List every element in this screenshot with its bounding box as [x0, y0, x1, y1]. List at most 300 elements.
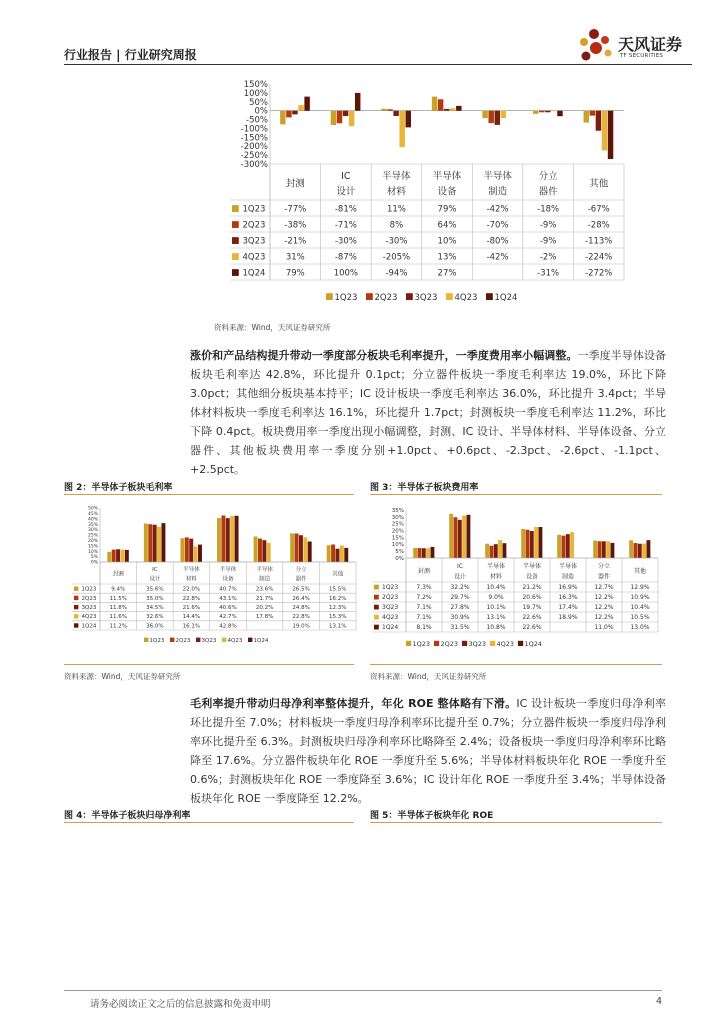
data-label: 21.7% [255, 595, 274, 602]
data-label: 12.3% [328, 605, 347, 612]
data-label: -31% [537, 268, 560, 279]
data-label: -18% [537, 204, 560, 215]
bar [286, 111, 291, 118]
bar [161, 523, 165, 562]
bar [262, 540, 266, 562]
category-label: 设计 [336, 186, 356, 198]
data-label: 10.4% [630, 604, 650, 612]
data-label: 11% [386, 204, 406, 215]
data-label: 20.2% [255, 605, 274, 612]
legend-key [248, 638, 252, 642]
category-label: 半导体 [432, 171, 462, 183]
doc-type-label: 行业报告 | 行业研究周报 [64, 48, 197, 62]
category-label: 器件 [295, 576, 307, 583]
category-label: 封测 [417, 567, 431, 575]
data-label: 12.2% [594, 604, 614, 612]
y-tick-label: 50% [249, 97, 268, 108]
chart3-source: 资料来源：Wind，天风证券研究所 [370, 672, 487, 681]
data-label: -71% [334, 220, 357, 231]
bar [608, 111, 613, 159]
data-label: -30% [334, 236, 357, 247]
fig2-bottom-rule [64, 664, 354, 665]
data-label: -205% [382, 252, 411, 263]
legend-swatch [74, 596, 78, 600]
bar [530, 531, 534, 558]
category-label: IC [341, 171, 351, 183]
legend-swatch [232, 269, 239, 276]
data-label: 35.6% [146, 586, 164, 593]
y-tick-label: -300% [240, 159, 268, 170]
bar [521, 529, 525, 558]
bar [629, 540, 633, 558]
bar [566, 534, 570, 558]
bar [304, 97, 309, 111]
data-label: 31.5% [450, 624, 470, 632]
bar [490, 546, 494, 558]
bar [112, 550, 116, 562]
category-label: 其他 [589, 178, 609, 190]
category-label: 分立 [295, 567, 307, 574]
data-label: 30.9% [450, 614, 470, 622]
bar [430, 547, 434, 558]
data-label: 22.0% [182, 586, 201, 593]
bar [303, 537, 307, 562]
data-label: 29.7% [450, 594, 470, 602]
bar [120, 549, 124, 562]
bar [426, 548, 430, 558]
legend-swatch [74, 623, 78, 627]
data-label: 35.0% [146, 595, 164, 602]
fig2-rule [64, 494, 354, 495]
bar [501, 111, 506, 118]
data-label: 11.8% [109, 605, 128, 612]
y-tick-label: -50% [246, 115, 268, 126]
y-tick-label: 100% [243, 88, 268, 99]
bar [533, 111, 538, 114]
data-label: 42.7% [219, 614, 237, 621]
fig5-rule [370, 822, 662, 823]
data-label: -94% [385, 268, 408, 279]
bar [456, 106, 461, 111]
bar [381, 109, 386, 111]
y-tick-label: 30% [391, 514, 404, 521]
data-label: 14.4% [182, 614, 201, 621]
data-label: -113% [585, 236, 613, 247]
data-label: 13.0% [630, 624, 650, 632]
y-tick-label: 10% [87, 549, 98, 555]
data-label: 19.7% [522, 604, 542, 612]
bar [584, 111, 589, 123]
legend-swatch [374, 625, 379, 630]
legend-key [222, 638, 226, 642]
legend-swatch [374, 585, 379, 590]
bar [557, 111, 562, 117]
bar [180, 538, 184, 562]
data-label: 7.3% [416, 584, 432, 592]
data-label: 22.8% [182, 595, 201, 602]
bar [337, 111, 342, 124]
bar [185, 537, 189, 562]
bar [545, 111, 550, 113]
bar [494, 544, 498, 558]
bar [221, 515, 225, 562]
legend-label: 1Q24 [253, 638, 269, 644]
bar [393, 111, 398, 116]
data-label: 10.5% [630, 614, 650, 622]
bar [557, 535, 561, 558]
bar [292, 111, 297, 115]
data-label: 21.6% [182, 605, 201, 612]
bar [107, 552, 111, 562]
data-label: 19.0% [292, 623, 310, 630]
data-label: 13.1% [486, 614, 506, 622]
fig2-title: 图 2：半导体子板块毛利率 [64, 483, 173, 493]
bar [258, 539, 262, 562]
bar [606, 541, 610, 558]
data-label: -21% [284, 236, 307, 247]
bar [144, 524, 148, 562]
data-label: 79% [285, 268, 305, 279]
bar [280, 111, 285, 125]
data-label: 10.8% [486, 624, 506, 632]
category-label: 封测 [285, 178, 305, 190]
bar [349, 111, 354, 126]
data-label: 22.8% [292, 614, 310, 621]
series-name: 4Q23 [382, 614, 399, 622]
bar [336, 549, 340, 562]
data-label: -80% [486, 236, 509, 247]
category-label: 设备 [222, 576, 234, 583]
category-label: 其他 [633, 567, 647, 575]
bar [438, 99, 443, 110]
data-label: 40.7% [219, 586, 237, 593]
data-label: 10.1% [486, 604, 506, 612]
y-tick-label: 20% [87, 538, 98, 544]
legend-label: 4Q23 [227, 638, 243, 644]
bar [638, 544, 642, 558]
series-name: 1Q23 [382, 584, 399, 592]
y-tick-label: 40% [87, 517, 98, 523]
series-name: 1Q23 [242, 204, 266, 215]
bar [596, 111, 601, 131]
data-label: 100% [333, 268, 359, 279]
category-label: 分立 [597, 563, 611, 571]
bar [230, 516, 234, 562]
legend-key [170, 638, 174, 642]
paragraph-net-margin [190, 694, 666, 808]
category-label: 半导体 [483, 171, 512, 183]
y-tick-label: 10% [391, 542, 404, 549]
y-tick-label: 45% [87, 511, 98, 517]
series-name: 4Q23 [242, 252, 266, 263]
data-label: 16.1% [182, 623, 201, 630]
bar [462, 516, 466, 558]
y-tick-label: 20% [391, 528, 404, 535]
bar [551, 111, 556, 112]
bar [498, 540, 502, 558]
bar [406, 111, 411, 128]
paragraph-margin-body: 一季度半导体设备板块毛利率达 42.8%，环比提升 0.1pct；分立器件板块一季度毛利率达 19.0%，环比下降 3.0pct；其他细分板块基本持平；IC 设计板块一季度毛利率达 36.0%，环比提升 3.4pct；半导体材料板块一季度毛利率达 16.1%，环比提升 1.7pct；封测板块一季度毛利率达 11.2%，环比下降 0.4pct。板块费用率一季度出现小幅调整，封测、IC 设计、半导体材料、半导体设备、分立器件、其他板块费用率一季度分别+1.0pct、+0.6pct、-2.3pct、-2.6pct、-1.1pct、+2.5pct。 [190, 349, 666, 476]
y-tick-label: 25% [391, 521, 404, 528]
legend-swatch [232, 205, 239, 212]
data-label: -38% [284, 220, 307, 231]
bar [562, 536, 566, 558]
legend-label: 1Q23 [412, 640, 431, 648]
data-label: 10% [437, 236, 457, 247]
bar [299, 535, 303, 562]
data-label: -2% [539, 252, 557, 263]
data-label: 64% [437, 220, 457, 231]
y-tick-label: 35% [87, 522, 98, 528]
data-label: 11.0% [594, 624, 614, 632]
y-tick-label: 150% [243, 80, 268, 90]
bar [226, 518, 230, 562]
data-label: 40.6% [219, 605, 237, 612]
data-label: 11.5% [109, 595, 128, 602]
bar [495, 111, 500, 125]
legend-key [486, 293, 493, 300]
category-label: 设备 [437, 186, 457, 198]
data-label: -77% [284, 204, 307, 215]
bar [422, 548, 426, 558]
legend-swatch [232, 253, 239, 260]
category-label: 设计 [453, 573, 467, 581]
bar [418, 548, 422, 558]
bar [590, 111, 595, 116]
y-tick-label: -200% [240, 142, 268, 153]
legend-label: 1Q24 [494, 293, 518, 303]
legend-swatch [74, 586, 78, 590]
category-label: 半导体 [558, 563, 578, 571]
data-label: -9% [539, 220, 557, 231]
data-label: 23.6% [255, 586, 274, 593]
data-label: 8% [389, 220, 404, 231]
series-name: 3Q23 [81, 605, 97, 612]
bar [539, 111, 544, 113]
legend-swatch [74, 605, 78, 609]
data-label: 43.1% [219, 595, 237, 602]
bar [598, 541, 602, 558]
data-label: 26.5% [292, 586, 310, 593]
company-logo [574, 26, 694, 66]
bar [485, 544, 489, 558]
data-label: 8.1% [416, 624, 432, 632]
data-label: 32.6% [146, 614, 164, 621]
category-label: 其他 [332, 571, 344, 578]
data-label: 79% [437, 204, 457, 215]
fig3-bottom-rule [370, 664, 662, 665]
series-name: 1Q24 [242, 268, 266, 279]
bar [387, 109, 392, 110]
bar [534, 527, 538, 558]
legend-label: 1Q24 [524, 640, 543, 648]
data-label: 12.7% [594, 584, 614, 592]
bar [454, 517, 458, 558]
series-name: 3Q23 [382, 604, 399, 612]
legend-swatch [232, 221, 239, 228]
fig5-title: 图 5：半导体子板块年化 ROE [370, 811, 494, 821]
data-label: -81% [334, 204, 357, 215]
category-label: 设备 [525, 573, 539, 581]
bar [502, 543, 506, 558]
category-label: IC [457, 563, 463, 571]
net-profit-growth-chart [228, 80, 628, 305]
category-label: 器件 [597, 573, 611, 581]
fig4-rule [64, 822, 354, 823]
bar [298, 105, 303, 111]
legend-swatch [374, 595, 379, 600]
fig4-title: 图 4：半导体子板块归母净利率 [64, 811, 191, 821]
data-label: -9% [539, 236, 557, 247]
bar [295, 533, 299, 562]
data-label: 9.0% [488, 594, 504, 602]
bar [194, 546, 198, 562]
chart2-source: 资料来源：Wind，天风证券研究所 [64, 672, 181, 681]
legend-key [144, 638, 148, 642]
bar [290, 533, 294, 562]
bar [267, 543, 271, 562]
series-name: 1Q24 [81, 623, 97, 630]
bar [344, 548, 348, 562]
category-label: IC [152, 567, 158, 574]
bar [570, 532, 574, 558]
legend-key [406, 641, 411, 646]
data-label: 27.8% [450, 604, 470, 612]
y-tick-label: 0% [395, 555, 404, 562]
bar [340, 545, 344, 562]
legend-key [196, 638, 200, 642]
bar [602, 541, 606, 558]
y-tick-label: 5% [395, 549, 404, 556]
legend-label: 3Q23 [414, 293, 438, 303]
data-label: 42.8% [219, 623, 237, 630]
legend-label: 1Q23 [149, 638, 165, 644]
logo-text: 天风证券 [618, 35, 683, 54]
legend-key [366, 293, 373, 300]
bar [125, 550, 129, 562]
bar [646, 540, 650, 558]
fig3-rule [370, 494, 662, 495]
y-tick-label: 0% [254, 106, 268, 117]
data-label: -42% [486, 252, 509, 263]
gross-margin-chart [70, 500, 360, 660]
chart1-source: 资料来源：Wind，天风证券研究所 [214, 323, 331, 332]
legend-key [490, 641, 495, 646]
y-tick-label: 50% [87, 506, 98, 512]
y-tick-label: -250% [240, 151, 268, 162]
series-name: 3Q23 [242, 236, 266, 247]
data-label: 15.3% [328, 614, 347, 621]
legend-swatch [74, 614, 78, 618]
legend-key [326, 293, 333, 300]
bar [327, 545, 331, 562]
legend-label: 2Q23 [175, 638, 191, 644]
data-label: 20.6% [522, 594, 542, 602]
legend-label: 3Q23 [468, 640, 487, 648]
data-label: -70% [486, 220, 509, 231]
legend-key [462, 641, 467, 646]
legend-label: 3Q23 [201, 638, 217, 644]
data-label: 18.9% [558, 614, 578, 622]
category-label: 半导体 [256, 567, 273, 574]
y-tick-label: -150% [240, 133, 268, 144]
bar [634, 543, 638, 558]
data-label: 17.4% [558, 604, 578, 612]
page-number: 4 [655, 996, 662, 1007]
bar [602, 111, 607, 151]
bar [432, 97, 437, 111]
data-label: -28% [587, 220, 610, 231]
legend-label: 2Q23 [374, 293, 398, 303]
data-label: 12.9% [630, 584, 650, 592]
bar [458, 520, 462, 558]
paragraph-margin-heading: 涨价和产品结构提升带动一季度部分板块毛利率提升，一季度费用率小幅调整。 [190, 349, 578, 362]
paragraph-margin [190, 346, 666, 479]
data-label: 13% [437, 252, 457, 263]
data-label: 10.9% [630, 594, 650, 602]
legend-key [446, 293, 453, 300]
data-label: 21.2% [522, 584, 542, 592]
bar [217, 518, 221, 562]
data-label: 31% [285, 252, 305, 263]
y-tick-label: 15% [87, 544, 98, 550]
data-label: 16.9% [558, 584, 578, 592]
fig3-title: 图 3：半导体子板块费用率 [370, 483, 479, 493]
page-footer [64, 990, 662, 1010]
footer-disclaimer: 请务必阅读正文之后的信息披露和免责申明 [90, 999, 271, 1010]
bar [413, 548, 417, 558]
data-label: 12.2% [594, 594, 614, 602]
data-label: 16.3% [558, 594, 578, 602]
bar [116, 549, 120, 562]
data-label: 24.8% [292, 605, 310, 612]
data-label: 10.4% [486, 584, 506, 592]
bar [235, 516, 239, 562]
data-label: 22.6% [522, 614, 542, 622]
data-label: 16.2% [328, 595, 347, 602]
legend-key [406, 293, 413, 300]
data-label: 9.4% [111, 586, 126, 593]
data-label: -67% [587, 204, 610, 215]
data-label: 17.8% [255, 614, 274, 621]
bar [189, 539, 193, 562]
data-label: -42% [486, 204, 509, 215]
data-label: 32.2% [450, 584, 470, 592]
bar [526, 530, 530, 558]
series-name: 1Q23 [81, 586, 97, 593]
bar [449, 514, 453, 558]
bar [593, 541, 597, 558]
bar [355, 93, 360, 111]
data-label: 7.1% [416, 604, 432, 612]
series-name: 1Q24 [382, 624, 399, 632]
category-label: 分立 [538, 171, 558, 183]
y-tick-label: 15% [391, 535, 404, 542]
data-label: -272% [585, 268, 613, 279]
bar [399, 111, 404, 147]
legend-label: 2Q23 [440, 640, 459, 648]
y-tick-label: 0% [90, 560, 98, 566]
category-label: 制造 [259, 576, 271, 583]
data-label: 7.1% [416, 614, 432, 622]
logo-subtitle: TF SECURITIES [620, 53, 664, 59]
legend-key [434, 641, 439, 646]
data-label: 11.6% [109, 614, 128, 621]
data-label: 12.2% [594, 614, 614, 622]
bar [343, 111, 348, 116]
data-label: 11.2% [109, 623, 128, 630]
bar [642, 544, 646, 558]
